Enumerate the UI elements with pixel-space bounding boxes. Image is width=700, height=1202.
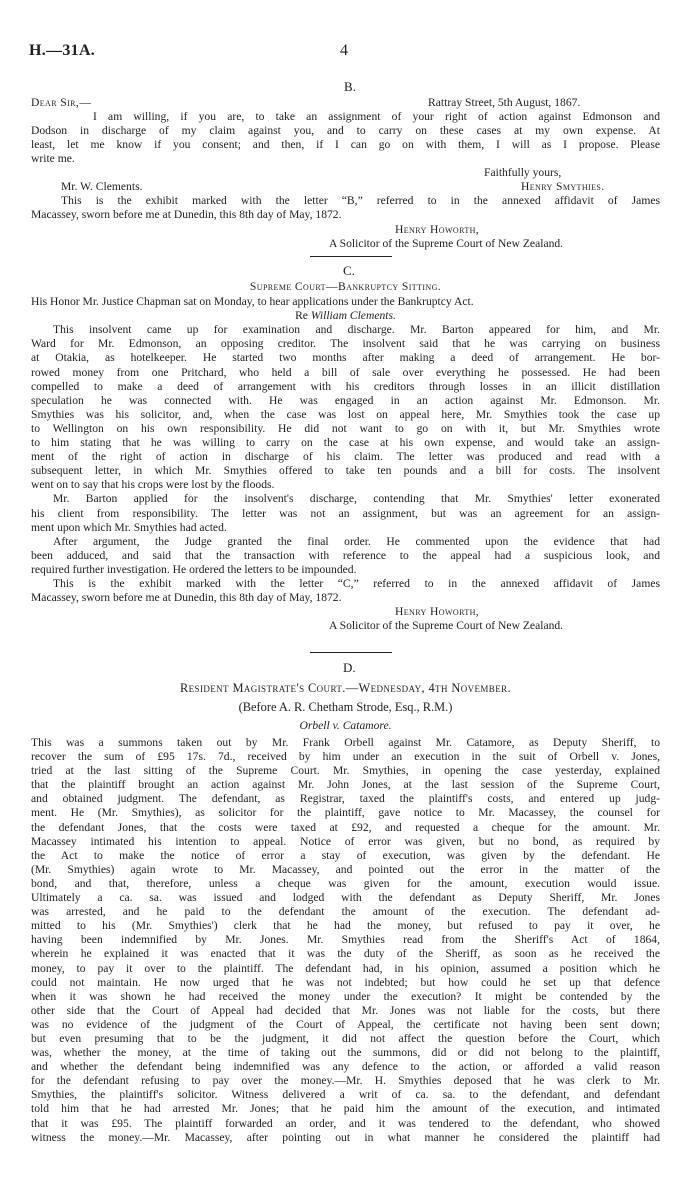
body-line: was arrested, and he paid to the defendant the amount of the execution. The defendant ad- (31, 905, 660, 919)
body-line: This was a summons taken out by Mr. Frank Orbell against Mr. Catamore, as Deputy Sheriff, to (31, 736, 660, 749)
body-line: Smythies, the plaintiff's solicitor. Witness delivered a writ of ca. sa. to the defendant, and defendant (31, 1088, 660, 1102)
body-line: rowed money from one Pritchard, who held a bill of sale over everything he possessed. He had been (31, 365, 660, 379)
salutation: Dear Sir,— (31, 96, 92, 109)
paragraph (31, 535, 660, 577)
body-line: to Wellington on his own responsibility. He did not want to go on with it, but Mr. Smythies wrote (31, 421, 660, 435)
body-line: ment of the right of action in discharge of his claim. The letter was produced and read with a (31, 450, 660, 464)
paragraph (31, 323, 660, 492)
witness-name: Henry Howorth, (395, 605, 480, 619)
body-line: having been indemnified by Mr. Jones. Mr. Smythies read from the Sheriff's Act of 1864, (31, 933, 660, 947)
body-line: and obtained judgment. The defendant, as Registrar, taxed the plaintiff's costs, and entered up judg- (31, 792, 660, 806)
body-line: went on to say that his crops were lost by the floods. (31, 478, 275, 492)
body-line: for the defendant refusing to pay over the money.—Mr. H. Smythies deposed that he was clerk to Mr. (31, 1074, 660, 1088)
body-line: bond, and that, therefore, unless a cheque was given for the amount, execution would issue. (31, 876, 660, 890)
section-d-subheading: (Before A. R. Chetham Strode, Esq., R.M.) (238, 700, 453, 714)
exhibit-line: This is the exhibit marked with the letter “B,” referred to in the annexed affidavit of James (61, 194, 660, 208)
letter-signatory: Henry Smythies. (521, 180, 605, 194)
body-line: that it was £95. The plaintiff forwarded an order, and it was tendered to the defendant, who showed (31, 1116, 660, 1130)
witness-name: Henry Howorth, (395, 222, 480, 236)
section-d (31, 680, 660, 1145)
section-divider (310, 256, 392, 257)
body-line: was, whether the money, at the time of taking out the summons, did or did not belong to the plaintiff, (31, 1046, 660, 1060)
body-line: the Act to make the notice of error a stay of execution, was given by the defendant. He (31, 848, 660, 862)
exhibit-line: Macassey, sworn before me at Dunedin, this 8th day of May, 1872. (31, 208, 342, 222)
body-line: ment. He (Mr. Smythies), as solicitor for the plaintiff, gave notice to Mr. Macassey, the counsel for (31, 806, 660, 820)
letter-closing: Faithfully yours, (484, 166, 562, 180)
body-line: other side that the Court of Appeal had decided that Mr. Jones was not liable for the costs, but there (31, 1003, 660, 1017)
body-line: wherein he explained it was enacted that it was the duty of the Sheriff, as soon as he received the (31, 947, 660, 961)
section-c-letter: C. (343, 263, 355, 278)
body-line: been adduced, and said that the transaction with reference to the appeal had a suspicious look, and (31, 548, 660, 562)
letter-addressee: Mr. W. Clements. (61, 180, 143, 194)
body-line: to him stating that he was willing to carry on the case at his own expense, and would take an assign- (31, 436, 660, 450)
body-line: told him that he had arrested Mr. Jones; that he paid him the amount of the execution, and intimated (31, 1102, 660, 1116)
body-line: Mr. Barton applied for the insolvent's discharge, contending that Mr. Smythies' letter exonerated (53, 492, 660, 506)
body-line: Dodson in discharge of my claim against you, and to carry on these cases at my own expense. At (31, 124, 660, 138)
witness-title: A Solicitor of the Supreme Court of New Zealand. (329, 619, 564, 633)
body-line: mitted to his (Mr. Smythies') clerk that he had the money, but refused to pay it over, he (31, 919, 660, 933)
body-line: Ultimately a ca. sa. was issued and lodged with the defendant as Deputy Sheriff, Mr. Jones (31, 891, 660, 905)
document-code: H.—31A. (29, 42, 96, 59)
case-name: Orbell v. Catamore. (299, 719, 392, 732)
section-c (31, 280, 660, 633)
body-line: Ward for Mr. Edmonson, an opposing creditor. The insolvent said that he was carrying on business (31, 337, 660, 351)
body-line: was no evidence of the judgment of the Court of Appeal, the certificate not having been sent down; (31, 1017, 660, 1031)
body-line: when it was shown he had received the money under the execution? It might be contended by the (31, 989, 660, 1003)
body-line: required further investigation. He ordered the letters to be impounded. (31, 562, 357, 576)
body-line: tried at the last sitting of the Supreme Court. Mr. Smythies, in opening the case yesterday, explained (31, 764, 660, 778)
exhibit-line: This is the exhibit marked with the letter “C,” referred to in the annexed affidavit of James (53, 576, 660, 590)
section-c-intro: His Honor Mr. Justice Chapman sat on Monday, to hear applications under the Bankruptcy Act. (31, 295, 474, 309)
body-line: least, let me know if you consent; and then, if I can go on with them, I will as I propose. Please (31, 138, 660, 152)
body-line: and whether the defendant being indemnified was any defence to the action, or afforded a valid reason (31, 1060, 660, 1074)
body-line: This insolvent came up for examination and discharge. Mr. Barton appeared for him, and Mr. (53, 323, 660, 337)
section-b-body (31, 110, 660, 251)
paragraph (31, 492, 660, 534)
paragraph (31, 736, 660, 1145)
body-line: witness the money.—Mr. Macassey, after pointing out in what manner he considered the plaintiff had (31, 1130, 660, 1144)
re-name: William Clements. (310, 309, 396, 323)
body-line: money, to pay it over to the plaintiff. The defendant had, in his opinion, assumed a position which he (31, 961, 660, 975)
body-line: that the plaintiff brought an action against Mr. John Jones, at the last session of the Supreme Court, (31, 778, 660, 792)
body-line: subsequent letter, in which Mr. Smythies offered to take ten pounds and a bill for costs. The insolvent (31, 464, 660, 478)
body-line: compelled to make a deed of arrangement with his creditors through losses in an illicit distillation (31, 379, 660, 393)
body-line: ment upon which Mr. Smythies had acted. (31, 520, 227, 534)
body-line: the defendant Jones, that the costs were taxed at £92, and requested a cheque for the amount. Mr. (31, 820, 660, 834)
section-divider (310, 652, 392, 653)
section-d-letter: D. (343, 660, 356, 675)
section-c-heading: Supreme Court—Bankruptcy Sitting. (249, 280, 442, 293)
body-line: I am willing, if you are, to take an assignment of your right of action against Edmonson and (93, 110, 660, 123)
body-line: his client from responsibility. The letter was not an assignment, but was an agreement for an assign- (31, 506, 660, 520)
body-line: but even presuming that to be the judgment, it did not affect the question before the Court, which (31, 1031, 660, 1045)
body-line: After argument, the Judge granted the final order. He commented upon the evidence that had (53, 534, 660, 548)
body-line: recover the sum of £95 17s. 7d., received by him under an execution in the suit of Orbell v. Jones, (31, 750, 660, 764)
exhibit-line: Macassey, sworn before me at Dunedin, this 8th day of May, 1872. (31, 591, 342, 605)
witness-title: A Solicitor of the Supreme Court of New Zealand. (329, 236, 564, 250)
section-b (31, 96, 660, 110)
re-prefix: Re (295, 309, 308, 323)
body-line: Macassey intimated his intention to appeal. Notice of error was given, but no bond, as required by (31, 834, 660, 848)
case-title (31, 717, 660, 735)
body-line: write me. (31, 152, 75, 166)
section-d-heading: Resident Magistrate's Court.—Wednesday, 4th November. (179, 681, 512, 695)
body-line: Smythies was his solicitor, and, when the case was lost on appeal here, Mr. Smythies took the case up (31, 407, 660, 421)
letter-address: Rattray Street, 5th August, 1867. (428, 96, 581, 109)
body-line: could not maintain. He now urged that he was not indebted; but how could he set up that defence (31, 975, 660, 989)
body-line: (Mr. Smythies) again wrote to Mr. Macassey, and pointed out the error in the matter of the (31, 862, 660, 876)
case-reference (31, 309, 660, 323)
body-line: speculation he was connected with. He was engaged in an action against Mr. Edmonson. Mr. (31, 393, 660, 407)
page-number: 4 (340, 42, 348, 59)
body-line: at Otakia, as hotelkeeper. He started two months after making a deed of arrangement. He bor- (31, 351, 660, 365)
section-b-letter: B. (344, 79, 356, 94)
